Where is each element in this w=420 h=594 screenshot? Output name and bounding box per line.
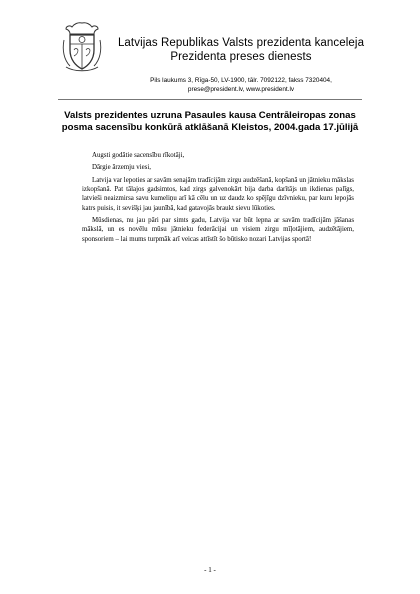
contact-block xyxy=(112,77,370,94)
header-divider xyxy=(58,99,362,100)
address-line: Pils laukums 3, Rīga-50, LV-1900, tālr. 7092122, fakss 7320404, xyxy=(150,77,332,84)
page-number: - 1 - xyxy=(204,566,216,574)
contacts-line: prese@president.lv, www.president.lv xyxy=(187,85,295,93)
institution-name: Latvijas Republikas Valsts prezidenta kanceleja xyxy=(117,37,365,49)
latvia-coat-of-arms-icon xyxy=(60,20,104,74)
institution-header xyxy=(112,36,370,65)
speech-body xyxy=(82,151,354,247)
greeting-guests: Dārgie ārzemju viesi, xyxy=(92,164,151,172)
paragraph-2: Mūsdienas, nu jau pāri par simts gadu, Latvija var būt lepna ar savām tradīcijām jāšanas mākslā, un es novēlu mūsu jātnieku federācijai un visiem zirgu mīļotājiem, audzētājiem, sponsoriem – lai mums turpmāk arī veicas attīstīt šo būtisko nozari Latvijas sportā! xyxy=(82,216,354,243)
document-title xyxy=(50,110,370,135)
paragraph-1: Latvija var lepoties ar savām senajām tradīcijām zirgu audzēšanā, kopšanā un jātnieku mākslas izkopšanā. Pat tālajos gadsimtos, kad zirgs galvenokārt bija darba darītājs un ikdienas palīgs, latvieši neaizmirsa savu kumeliņu arī kā cēlu un uz daudz ko spējīgu dzīvnieku, par kuru lepojās katrs puisis, it sevišķi jau jaunībā, kad gatavojās braukt sievu lūkoties. xyxy=(82,176,354,212)
department-name: Prezidenta preses dienests xyxy=(170,51,312,64)
greeting-organizers: Augsti godātie sacensību rīkotāji, xyxy=(92,152,185,159)
title-line-2: posma sacensību konkūrā atklāšanā Kleistos, 2004.gada 17.jūlijā xyxy=(61,122,359,134)
title-line-1: Valsts prezidentes uzruna Pasaules kausa Centrāleiropas zonas xyxy=(64,110,356,121)
